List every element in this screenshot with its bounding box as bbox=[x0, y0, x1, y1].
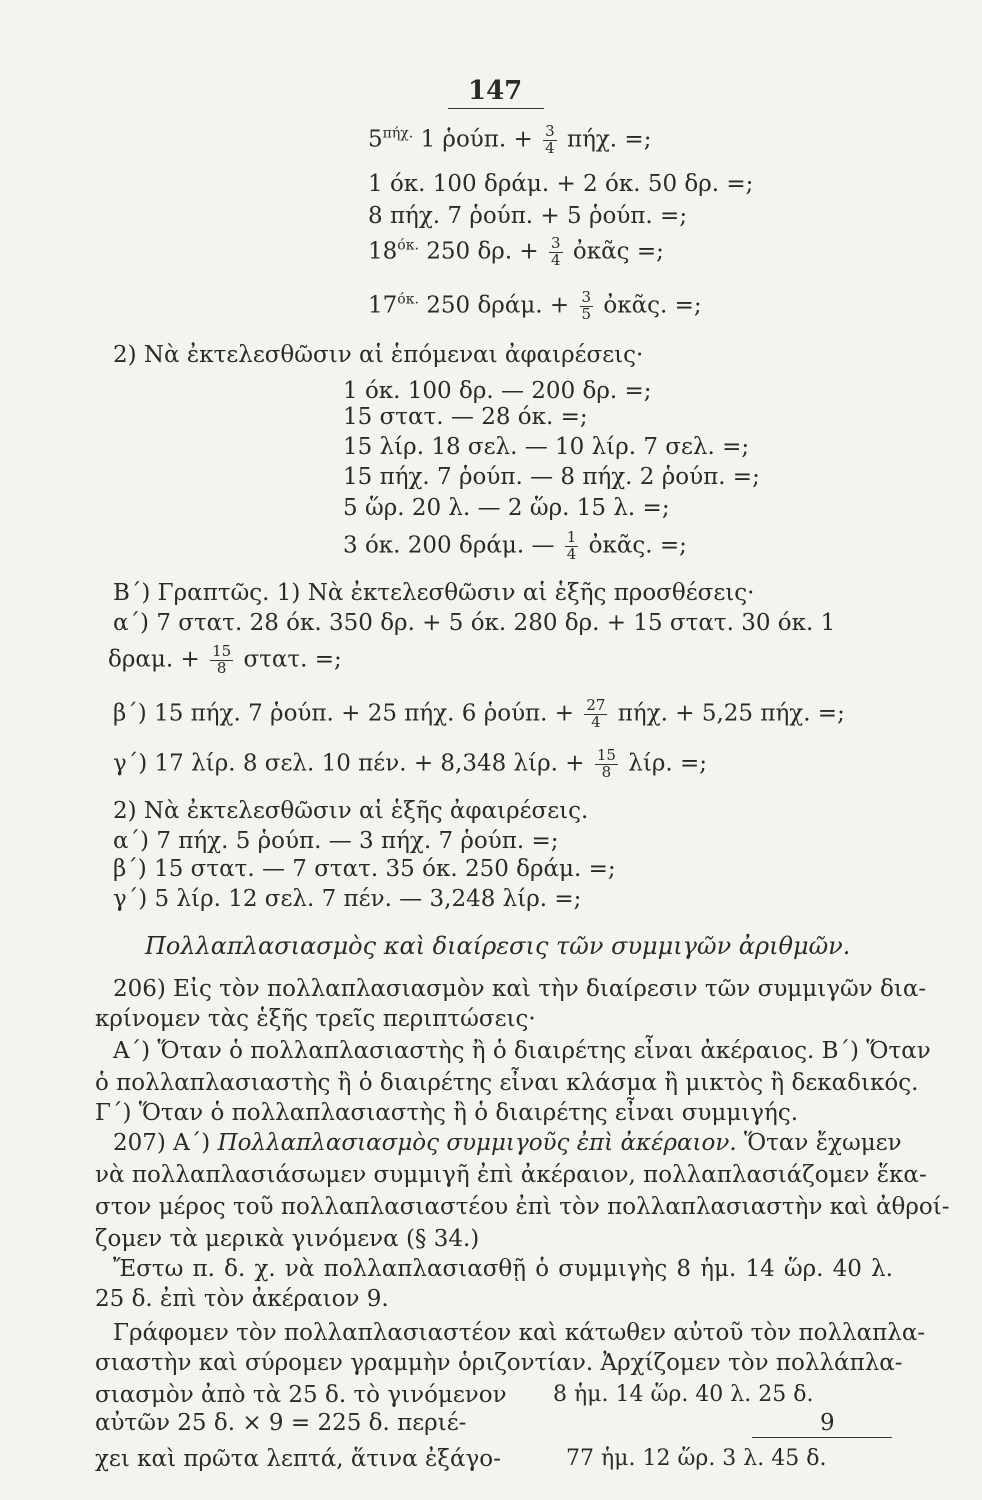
para-206-line-3: Α΄) Ὅταν ὁ πολλαπλασιαστὴς ἢ ὁ διαιρέτης εἶναι ἀκέραιος. Β΄) Ὅταν bbox=[113, 1038, 931, 1064]
para-206-line-1: 206) Εἰς τὸν πολλαπλασιασμὸν καὶ τὴν διαίρεσιν τῶν συμμιγῶν δια- bbox=[113, 976, 927, 1002]
written-intro: Β΄) Γραπτῶς. 1) Νὰ ἐκτελεσθῶσιν αἱ ἑξῆς προσθέσεις· bbox=[113, 580, 755, 606]
para-206-line-4: ὁ πολλαπλασιαστὴς ἢ ὁ διαιρέτης εἶναι κλάσμα ἢ μικτὸς ἢ δεκαδικός. bbox=[95, 1070, 919, 1096]
sub-line-6: 3 όκ. 200 δράμ. — $\frac{1}{4}$ ὀκᾶς. =; bbox=[343, 528, 687, 563]
written-b: β΄) 15 πήχ. 7 ῥούπ. + 25 πήχ. 6 ῥούπ. + $\frac{27}{4}$ πήχ. + 5,25 πήχ. =; bbox=[113, 696, 845, 731]
sub-intro: 2) Νὰ ἐκτελεσθῶσιν αἱ ἑπόμεναι ἀφαιρέσεις· bbox=[113, 342, 644, 368]
sub-line-3: 15 λίρ. 18 σελ. — 10 λίρ. 7 σελ. =; bbox=[343, 434, 750, 460]
para-206-line-2: κρίνομεν τὰς ἑξῆς τρεῖς περιπτώσεις· bbox=[95, 1006, 536, 1032]
multiplicand: 8 ἡμ. 14 ὥρ. 40 λ. 25 δ. bbox=[553, 1382, 814, 1407]
page-number-rule bbox=[448, 108, 544, 109]
para-207-line-6: 25 δ. ἐπὶ τὸν ἀκέραιον 9. bbox=[95, 1286, 389, 1312]
para-207-line-5: Ἔστω π. δ. χ. νὰ πολλαπλασιασθῇ ὁ συμμιγὴς 8 ἡμ. 14 ὥρ. 40 λ. bbox=[113, 1256, 893, 1282]
para-last-line-1: Γράφομεν τὸν πολλαπλασιαστέον καὶ κάτωθεν αὐτοῦ τὸν πολλαπλα- bbox=[113, 1320, 926, 1346]
para-last-line-2: σιαστὴν καὶ σύρομεν γραμμὴν ὁριζοντίαν. Ἀρχίζομεν τὸν πολλάπλα- bbox=[95, 1350, 903, 1376]
product: 77 ἡμ. 12 ὥρ. 3 λ. 45 δ. bbox=[566, 1446, 827, 1471]
section-heading: Πολλαπλασιασμὸς καὶ διαίρεσις τῶν συμμιγῶν ἀριθμῶν. bbox=[145, 932, 851, 960]
sub-line-5: 5 ὥρ. 20 λ. — 2 ὥρ. 15 λ. =; bbox=[343, 495, 670, 521]
sub-line-1: 1 όκ. 100 δρ. — 200 δρ. =; bbox=[343, 378, 652, 404]
multiplication-rule bbox=[752, 1437, 892, 1438]
written-a-line-2: δραμ. + $\frac{15}{8}$ στατ. =; bbox=[108, 642, 342, 677]
para-207-line-4: ζομεν τὰ μερικὰ γινόμενα (§ 34.) bbox=[95, 1226, 480, 1252]
add-line-4: $18^{ό\kappa.}$ 250 δρ. + $\frac{3}{4}$ ὀκᾶς =; bbox=[368, 234, 664, 269]
written-sub-a: α΄) 7 πήχ. 5 ῥούπ. — 3 πήχ. 7 ῥούπ. =; bbox=[113, 828, 559, 854]
add-line-3: 8 πήχ. 7 ῥούπ. + 5 ῥούπ. =; bbox=[368, 203, 688, 229]
add-line-2: 1 όκ. 100 δράμ. + 2 όκ. 50 δρ. =; bbox=[368, 171, 754, 197]
written-sub-c: γ΄) 5 λίρ. 12 σελ. 7 πέν. — 3,248 λίρ. =; bbox=[113, 886, 582, 912]
para-206-line-5: Γ΄) Ὅταν ὁ πολλαπλασιαστὴς ἢ ὁ διαιρέτης εἶναι συμμιγής. bbox=[95, 1100, 799, 1126]
page-number: 147 bbox=[468, 76, 523, 106]
para-last-line-5: χει καὶ πρῶτα λεπτά, ἅτινα ἐξάγο- bbox=[95, 1446, 501, 1472]
para-last-line-3: σιασμὸν ἀπὸ τὰ 25 δ. τὸ γινόμενον bbox=[95, 1382, 507, 1408]
sub-line-4: 15 πήχ. 7 ῥούπ. — 8 πήχ. 2 ῥούπ. =; bbox=[343, 464, 760, 490]
written-c: γ΄) 17 λίρ. 8 σελ. 10 πέν. + 8,348 λίρ. + $\frac{15}{8}$ λίρ. =; bbox=[113, 746, 708, 781]
para-207-line-3: στον μέρος τοῦ πολλαπλασιαστέου ἐπὶ τὸν πολλαπλασιαστὴν καὶ ἀθροί- bbox=[95, 1194, 950, 1220]
written-sub-b: β΄) 15 στατ. — 7 στατ. 35 όκ. 250 δράμ. =; bbox=[113, 856, 616, 882]
sub-line-2: 15 στατ. — 28 όκ. =; bbox=[343, 404, 588, 430]
multiplier: 9 bbox=[820, 1410, 835, 1436]
para-207-line-1: 207) Α΄) Πολλαπλασιασμὸς συμμιγοῦς ἐπὶ ἀκέραιον. Ὅταν ἔχωμεν bbox=[113, 1130, 902, 1156]
written-sub-intro: 2) Νὰ ἐκτελεσθῶσιν αἱ ἑξῆς ἀφαιρέσεις. bbox=[113, 798, 589, 824]
add-line-5: $17^{ό\kappa.}$ 250 δράμ. + $\frac{3}{5}$ ὀκᾶς. =; bbox=[368, 288, 702, 323]
add-line-1: $5^{\pi ή\chi.}$ 1 ῥούπ. + $\frac{3}{4}$ πήχ. =; bbox=[368, 122, 652, 157]
written-a-line-1: α΄) 7 στατ. 28 όκ. 350 δρ. + 5 όκ. 280 δρ. + 15 στατ. 30 όκ. 1 bbox=[113, 610, 836, 636]
para-207-line-2: νὰ πολλαπλασιάσωμεν συμμιγῆ ἐπὶ ἀκέραιον, πολλαπλασιάζομεν ἕκα- bbox=[95, 1162, 927, 1188]
para-last-line-4: αὐτῶν 25 δ. × 9 = 225 δ. περιέ- bbox=[95, 1410, 467, 1436]
